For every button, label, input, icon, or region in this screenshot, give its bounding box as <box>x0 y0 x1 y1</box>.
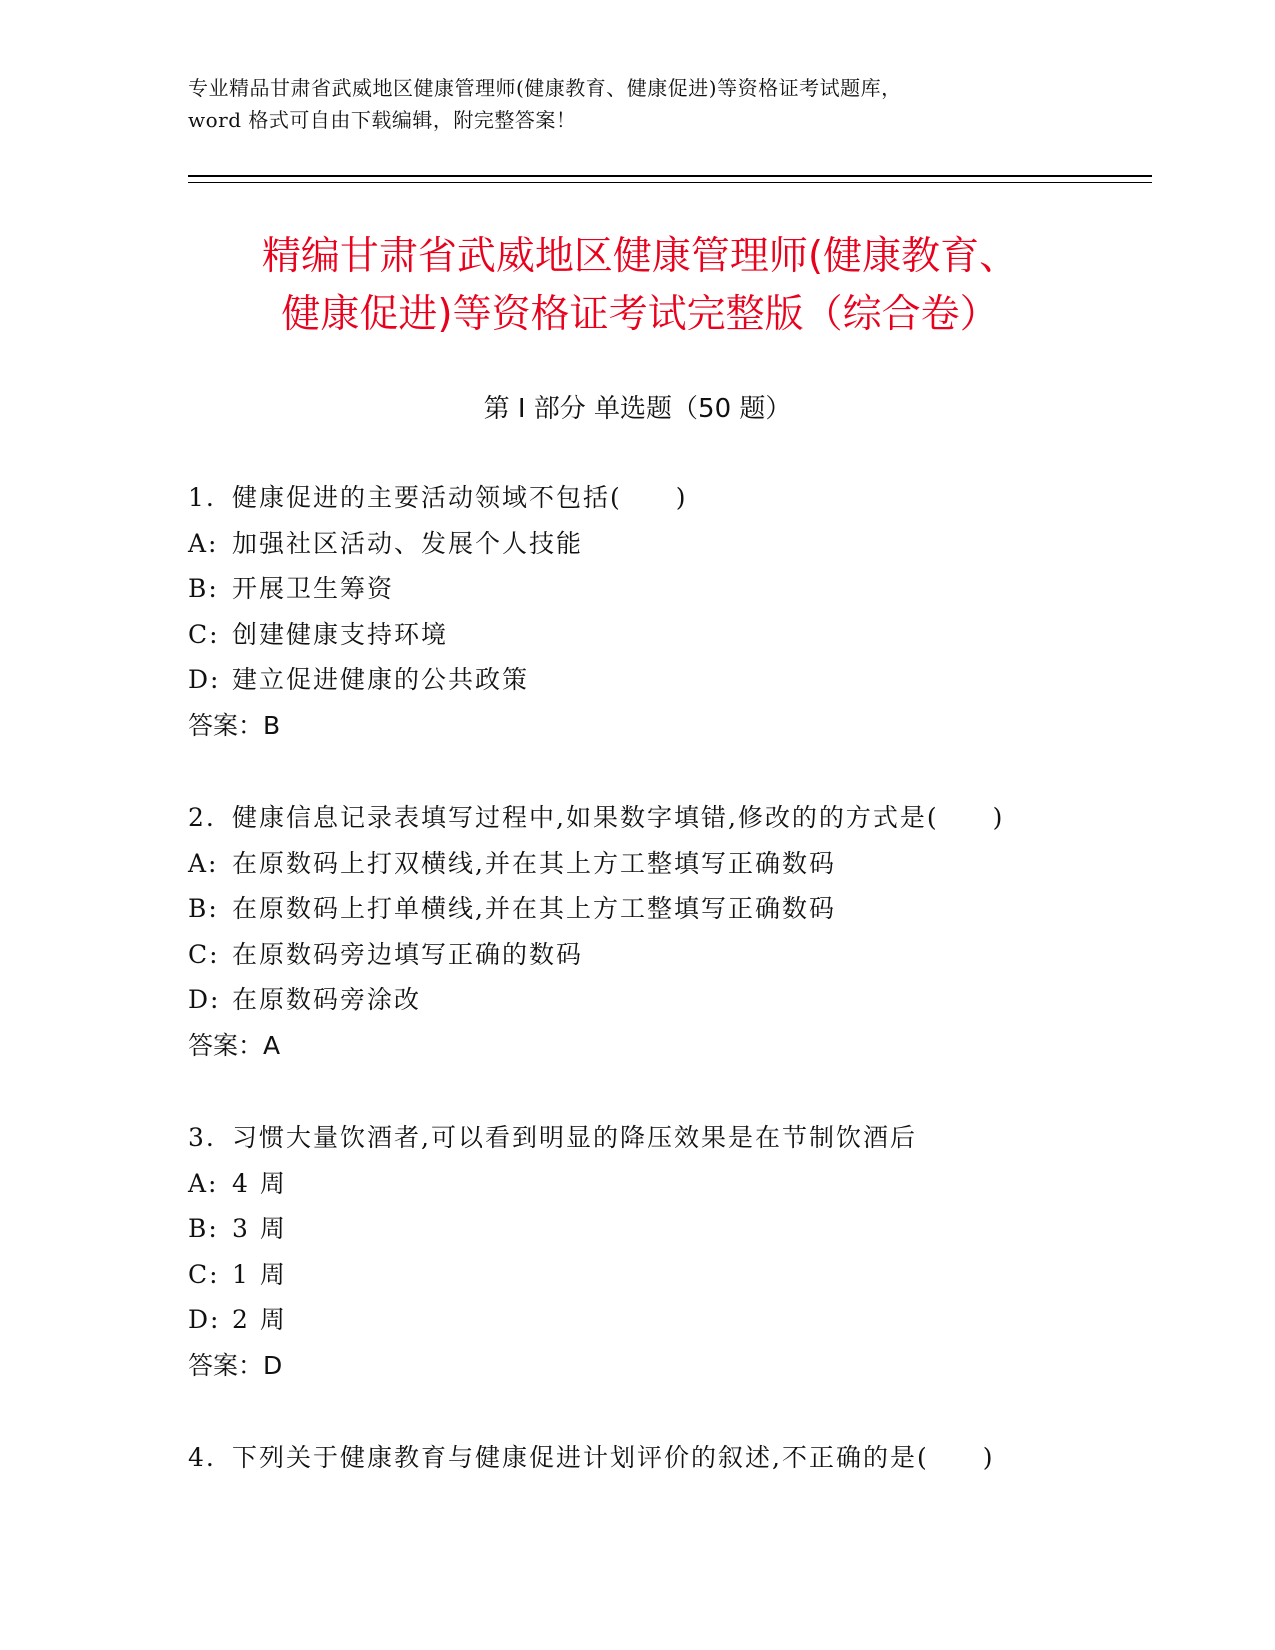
option-key: A: <box>188 528 219 558</box>
option-key: D: <box>188 985 221 1014</box>
option-key: B: <box>188 574 219 603</box>
option-key: A: <box>188 848 219 878</box>
question-number: 2. <box>188 803 216 832</box>
option-a <box>188 521 1148 567</box>
option-b <box>188 566 1148 612</box>
option-key: B: <box>188 894 219 923</box>
title-line-2: 健康促进)等资格证考试完整版（综合卷） <box>281 292 999 337</box>
question-stem <box>188 475 1148 521</box>
option-text: 4 周 <box>232 1168 287 1198</box>
option-text: 创建健康支持环境 <box>232 619 449 649</box>
answer: 答案：D <box>188 1350 283 1380</box>
header-note-line-1: 专业精品甘肃省武威地区健康管理师(健康教育、健康促进)等资格证考试题库， <box>188 76 902 100</box>
option-text: 建立促进健康的公共政策 <box>232 665 530 694</box>
document-header-note <box>188 72 1088 136</box>
question-text: 健康信息记录表填写过程中,如果数字填错,修改的的方式是( ) <box>232 803 1005 832</box>
option-key: A: <box>188 1168 219 1198</box>
option-text: 3 周 <box>232 1214 287 1243</box>
question-text: 下列关于健康教育与健康促进计划评价的叙述,不正确的是( ) <box>232 1443 995 1472</box>
question-3 <box>188 1115 1148 1388</box>
option-key: D: <box>188 1305 221 1334</box>
question-number: 4. <box>188 1443 216 1472</box>
option-b <box>188 886 1148 932</box>
option-c <box>188 612 1148 658</box>
answer: 答案：B <box>188 710 281 740</box>
option-c <box>188 1252 1148 1298</box>
header-divider-thin <box>188 182 1152 183</box>
option-d <box>188 1297 1148 1343</box>
question-stem <box>188 795 1148 841</box>
question-stem <box>188 1115 1148 1161</box>
option-key: C: <box>188 619 220 649</box>
option-text: 1 周 <box>232 1259 287 1289</box>
question-1 <box>188 475 1148 748</box>
question-number: 1. <box>188 483 216 512</box>
option-text: 在原数码上打双横线,并在其上方工整填写正确数码 <box>232 848 836 878</box>
section-heading: 第 I 部分 单选题（50 题） <box>483 394 792 424</box>
question-list <box>188 475 1148 1528</box>
option-text: 开展卫生筹资 <box>232 574 395 603</box>
question-text: 健康促进的主要活动领域不包括( ) <box>232 483 688 512</box>
option-a <box>188 841 1148 887</box>
option-key: B: <box>188 1214 219 1243</box>
option-key: C: <box>188 939 220 969</box>
option-a <box>188 1161 1148 1207</box>
option-b <box>188 1206 1148 1252</box>
document-title <box>180 228 1100 344</box>
option-text: 加强社区活动、发展个人技能 <box>232 528 584 558</box>
question-number: 3. <box>188 1123 216 1152</box>
option-key: C: <box>188 1259 220 1289</box>
question-4 <box>188 1435 1148 1481</box>
option-key: D: <box>188 665 221 694</box>
title-line-1: 精编甘肃省武威地区健康管理师(健康教育、 <box>261 234 1019 279</box>
option-text: 2 周 <box>232 1305 287 1334</box>
option-d <box>188 657 1148 703</box>
answer: 答案：A <box>188 1030 281 1060</box>
option-text: 在原数码旁涂改 <box>232 985 422 1014</box>
header-note-line-2: word 格式可自由下载编辑，附完整答案！ <box>188 108 577 132</box>
option-text: 在原数码旁边填写正确的数码 <box>232 939 584 969</box>
question-text: 习惯大量饮酒者,可以看到明显的降压效果是在节制饮酒后 <box>232 1123 917 1152</box>
option-d <box>188 977 1148 1023</box>
option-text: 在原数码上打单横线,并在其上方工整填写正确数码 <box>232 894 836 923</box>
question-2 <box>188 795 1148 1068</box>
option-c <box>188 932 1148 978</box>
question-stem <box>188 1435 1148 1481</box>
header-divider-thick <box>188 175 1152 177</box>
